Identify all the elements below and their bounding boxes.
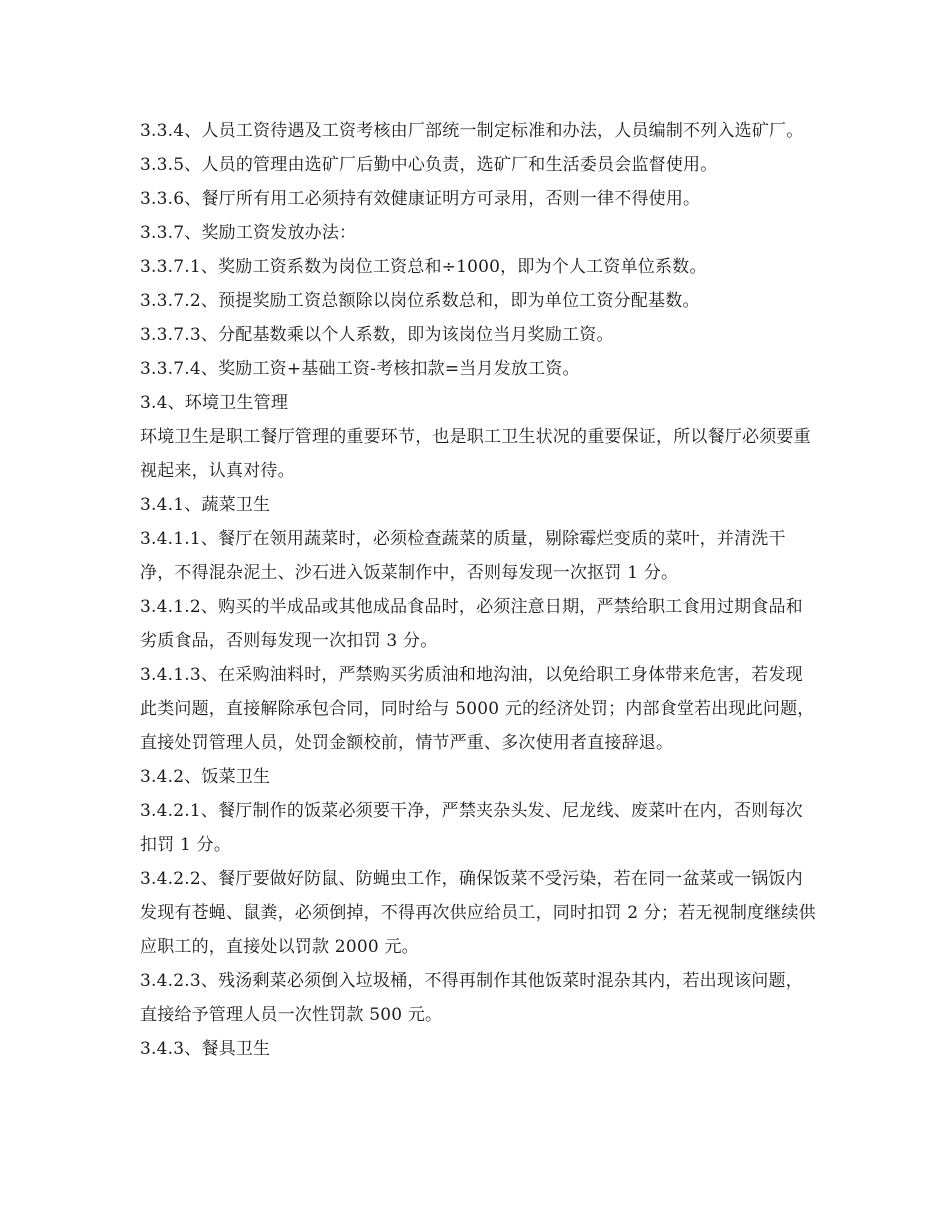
- paragraph-3-3-7-1: 3.3.7.1、奖励工资系数为岗位工资总和÷1000，即为个人工资单位系数。: [140, 257, 707, 277]
- section-heading-3-4-2: 3.4.2、饭菜卫生: [140, 767, 271, 787]
- paragraph-3-3-7-4: 3.3.7.4、奖励工资+基础工资-考核扣款=当月发放工资。: [140, 359, 580, 379]
- paragraph-3-4-1-3: 3.4.1.3、在采购油料时，严禁购买劣质油和地沟油，以免给职工身体带来危害，若发现此类问题，直接解除承包合同，同时给与 5000 元的经济处罚；内部食堂若出现此问题，直接处罚管理人员，处罚金额校前，情节严重、多次使用者直接辞退。: [140, 665, 815, 753]
- paragraph-3-4-1-2: 3.4.1.2、购买的半成品或其他成品食品时，必须注意日期，严禁给职工食用过期食品和劣质食品，否则每发现一次扣罚 3 分。: [140, 597, 803, 651]
- paragraph-intro: 环境卫生是职工餐厅管理的重要环节，也是职工卫生状况的重要保证，所以餐厅必须要重视起来，认真对待。: [140, 427, 811, 481]
- paragraph-3-4-2-2: 3.4.2.2、餐厅要做好防鼠、防蝇虫工作，确保饭菜不受污染，若在同一盆菜或一锅饭内发现有苍蝇、鼠粪，必须倒掉，不得再次供应给员工，同时扣罚 2 分；若无视制度继续供应职工的，直接处以罚款 2000 元。: [140, 869, 816, 957]
- paragraph-3-4-2-1: 3.4.2.1、餐厅制作的饭菜必须要干净，严禁夹杂头发、尼龙线、废菜叶在内，否则每次扣罚 1 分。: [140, 801, 803, 855]
- paragraph-3-4-2-3: 3.4.2.3、残汤剩菜必须倒入垃圾桶，不得再制作其他饭菜时混杂其内，若出现该问题，直接给予管理人员一次性罚款 500 元。: [140, 971, 803, 1025]
- paragraph-3-3-4: 3.3.4、人员工资待遇及工资考核由厂部统一制定标准和办法，人员编制不列入选矿厂。: [140, 121, 804, 141]
- paragraph-3-3-5: 3.3.5、人员的管理由选矿厂后勤中心负责，选矿厂和生活委员会监督使用。: [140, 155, 718, 175]
- paragraph-3-3-7-3: 3.3.7.3、分配基数乘以个人系数，即为该岗位当月奖励工资。: [140, 325, 614, 345]
- paragraph-3-3-6: 3.3.6、餐厅所有用工必须持有效健康证明方可录用，否则一律不得使用。: [140, 189, 701, 209]
- section-heading-3-4: 3.4、环境卫生管理: [140, 393, 289, 413]
- paragraph-3-3-7: 3.3.7、奖励工资发放办法：: [140, 223, 357, 243]
- section-heading-3-4-1: 3.4.1、蔬菜卫生: [140, 495, 271, 515]
- paragraph-3-3-7-2: 3.3.7.2、预提奖励工资总额除以岗位系数总和，即为单位工资分配基数。: [140, 291, 700, 311]
- document-body: [140, 114, 820, 1066]
- section-heading-3-4-3: 3.4.3、餐具卫生: [140, 1039, 271, 1059]
- paragraph-3-4-1-1: 3.4.1.1、餐厅在领用蔬菜时，必须检查蔬菜的质量，剔除霉烂变质的菜叶，并清洗干净，不得混杂泥土、沙石进入饭菜制作中，否则每发现一次抠罚 1 分。: [140, 529, 786, 583]
